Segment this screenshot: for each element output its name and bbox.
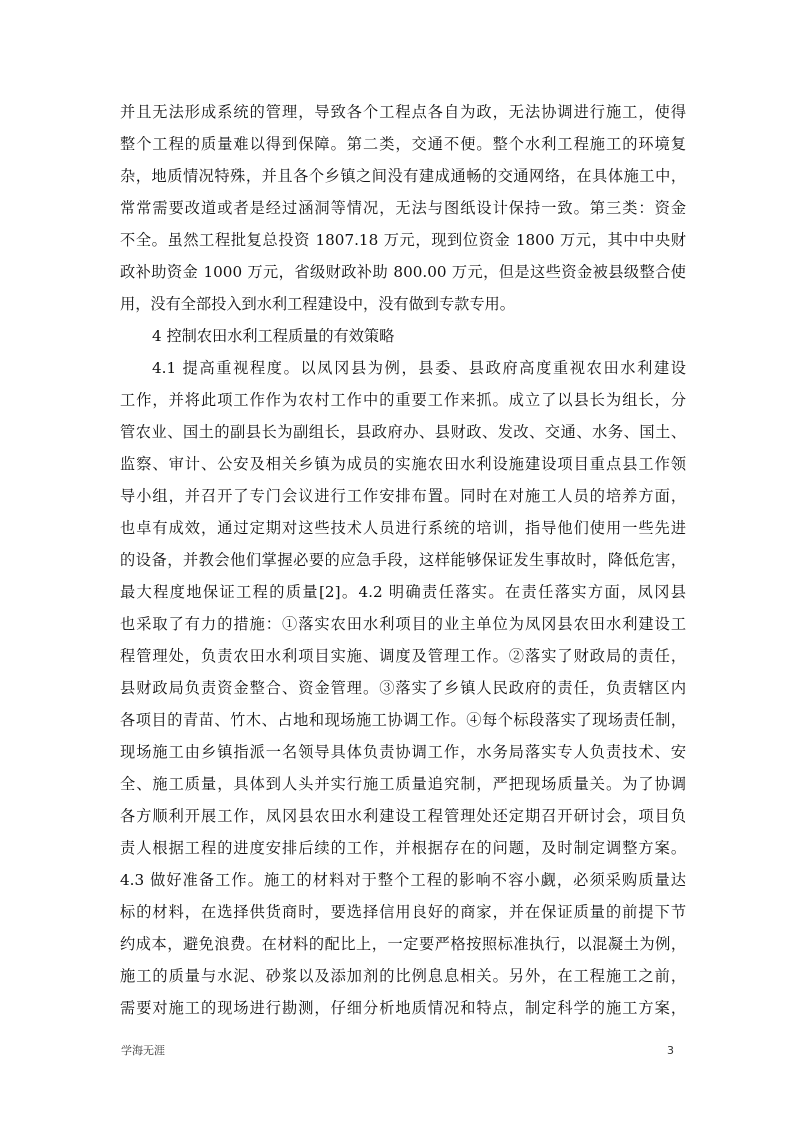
page-number: 3: [667, 1044, 674, 1057]
text-line: 常常需要改道或者是经过涵洞等情况，无法与图纸设计保持一致。第三类：资金: [120, 199, 686, 217]
text-line: 约成本，避免浪费。在材料的配比上，一定要严格按照标准执行，以混凝土为例，: [120, 935, 686, 953]
text-line: 全、施工质量，具体到人头并实行施工质量追究制，严把现场质量关。为了协调: [120, 775, 686, 793]
text-line: 导小组，并召开了专门会议进行工作安排布置。同时在对施工人员的培养方面，: [120, 487, 686, 505]
text-line: 用，没有全部投入到水利工程建设中，没有做到专款专用。: [120, 295, 515, 313]
text-line: 不全。虽然工程批复总投资 1807.18 万元，现到位资金 1800 万元，其中中央财: [120, 231, 686, 249]
text-line: 工作，并将此项工作作为农村工作中的重要工作来抓。成立了以县长为组长，分: [120, 391, 686, 409]
text-line: 需要对施工的现场进行勘测，仔细分析地质情况和特点，制定科学的施工方案，: [120, 999, 686, 1017]
text-line: 施工的质量与水泥、砂浆以及添加剂的比例息息相关。另外，在工程施工之前，: [120, 967, 686, 985]
text-line: 也采取了有力的措施：①落实农田水利项目的业主单位为凤冈县农田水利建设工: [120, 615, 686, 633]
text-line: 管农业、国土的副县长为副组长，县政府办、县财政、发改、交通、水务、国土、: [120, 423, 686, 441]
text-line: 政补助资金 1000 万元，省级财政补助 800.00 万元，但是这些资金被县级整合使: [120, 263, 686, 281]
text-line: 4.1 提高重视程度。以凤冈县为例，县委、县政府高度重视农田水利建设: [152, 359, 686, 377]
body-text: [120, 96, 686, 1024]
text-line: 4.3 做好准备工作。施工的材料对于整个工程的影响不容小觑，必须采购质量达: [120, 871, 686, 889]
text-line: 现场施工由乡镇指派一名领导具体负责协调工作，水务局落实专人负责技术、安: [120, 743, 686, 761]
text-line: 各项目的青苗、竹木、占地和现场施工协调工作。④每个标段落实了现场责任制，: [120, 711, 686, 729]
text-line: 县财政局负责资金整合、资金管理。③落实了乡镇人民政府的责任，负责辖区内: [120, 679, 686, 697]
text-line: 最大程度地保证工程的质量[2]。4.2 明确责任落实。在责任落实方面，凤冈县: [120, 583, 686, 601]
text-line: 各方顺利开展工作，凤冈县农田水利建设工程管理处还定期召开研讨会，项目负: [120, 807, 686, 825]
section-heading: 4 控制农田水利工程质量的有效策略: [152, 327, 395, 345]
text-line: 程管理处，负责农田水利项目实施、调度及管理工作。②落实了财政局的责任，: [120, 647, 686, 665]
footer-text: 学海无涯: [121, 1044, 165, 1057]
text-line: 监察、审计、公安及相关乡镇为成员的实施农田水利设施建设项目重点县工作领: [120, 455, 686, 473]
text-line: 也卓有成效，通过定期对这些技术人员进行系统的培训，指导他们使用一些先进: [120, 519, 686, 537]
text-line: 杂，地质情况特殊，并且各个乡镇之间没有建成通畅的交通网络，在具体施工中，: [120, 167, 686, 185]
text-line: 整个工程的质量难以得到保障。第二类，交通不便。整个水利工程施工的环境复: [120, 135, 686, 153]
text-line: 责人根据工程的进度安排后续的工作，并根据存在的问题，及时制定调整方案。: [120, 839, 686, 857]
text-line: 标的材料，在选择供货商时，要选择信用良好的商家，并在保证质量的前提下节: [120, 903, 686, 921]
text-line: 的设备，并教会他们掌握必要的应急手段，这样能够保证发生事故时，降低危害，: [120, 551, 686, 569]
text-line: 并且无法形成系统的管理，导致各个工程点各自为政，无法协调进行施工，使得: [120, 103, 686, 121]
